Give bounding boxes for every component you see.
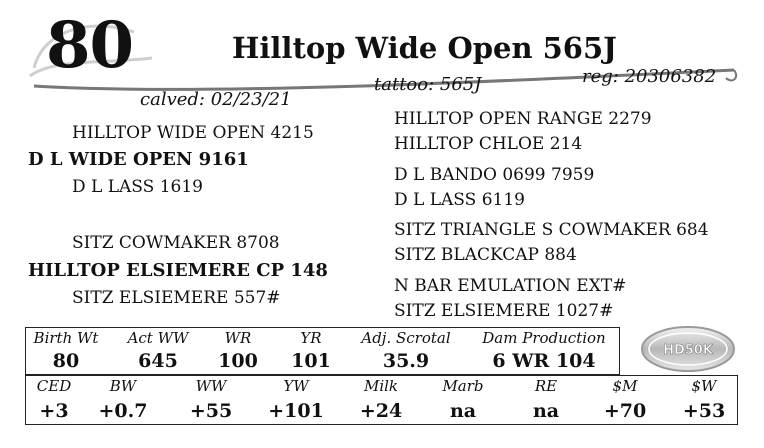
epd-value-ww: +55 xyxy=(189,400,233,422)
epd-header-dollar-w: $W xyxy=(691,377,717,395)
epd-header-yw: YW xyxy=(283,377,309,395)
pedigree-sire-dam-sire: D L BANDO 0699 7959 xyxy=(394,165,595,185)
epd-value-bw: +0.7 xyxy=(98,400,148,422)
registration-number: reg: 20306382 xyxy=(582,66,717,87)
pedigree-sire-sire-sire: HILLTOP OPEN RANGE 2279 xyxy=(394,109,652,129)
perf-header-act-ww: Act WW xyxy=(127,329,189,347)
pedigree-dam-dam-sire: N BAR EMULATION EXT# xyxy=(394,276,627,296)
tattoo: tattoo: 565J xyxy=(374,74,482,95)
perf-value-adj-scrotal: 35.9 xyxy=(382,350,430,372)
animal-name: Hilltop Wide Open 565J xyxy=(232,31,617,65)
epd-header-marb: Marb xyxy=(442,377,484,395)
hd50k-badge xyxy=(640,324,736,374)
pedigree-dam: HILLTOP ELSIEMERE CP 148 xyxy=(28,260,328,281)
epd-value-ced: +3 xyxy=(39,400,69,422)
pedigree-dam-sire-dam: SITZ BLACKCAP 884 xyxy=(394,245,577,265)
epd-header-re: RE xyxy=(534,377,558,395)
pedigree-sire: D L WIDE OPEN 9161 xyxy=(28,149,249,170)
calved-date: calved: 02/23/21 xyxy=(140,89,292,110)
epd-header-bw: BW xyxy=(109,377,137,395)
badge-label: HD50K xyxy=(663,343,713,358)
perf-value-wr: 100 xyxy=(218,350,258,372)
epd-value-dollar-m: +70 xyxy=(603,400,647,422)
epd-value-re: na xyxy=(532,400,560,422)
pedigree-dam-dam-dam: SITZ ELSIEMERE 1027# xyxy=(394,301,614,321)
perf-value-dam-production: 6 WR 104 xyxy=(492,350,596,372)
pedigree-sire-sire-dam: HILLTOP CHLOE 214 xyxy=(394,134,583,154)
perf-header-adj-scrotal: Adj. Scrotal xyxy=(361,329,451,347)
epd-header-dollar-m: $M xyxy=(612,377,638,395)
epd-value-marb: na xyxy=(449,400,477,422)
pedigree-dam-sire: SITZ COWMAKER 8708 xyxy=(72,233,280,253)
perf-header-yr: YR xyxy=(300,329,322,347)
perf-header-birth-wt: Birth Wt xyxy=(33,329,99,347)
pedigree-dam-sire-sire: SITZ TRIANGLE S COWMAKER 684 xyxy=(394,220,709,240)
pedigree-sire-sire: HILLTOP WIDE OPEN 4215 xyxy=(72,123,314,143)
pedigree-sire-dam: D L LASS 1619 xyxy=(72,177,203,197)
pedigree-sire-dam-dam: D L LASS 6119 xyxy=(394,190,525,210)
perf-value-yr: 101 xyxy=(291,350,331,372)
lot-number: 80 xyxy=(46,8,134,83)
epd-header-ced: CED xyxy=(36,377,72,395)
epd-value-yw: +101 xyxy=(268,400,324,422)
epd-header-ww: WW xyxy=(195,377,227,395)
perf-value-act-ww: 645 xyxy=(138,350,178,372)
pedigree-dam-dam: SITZ ELSIEMERE 557# xyxy=(72,288,281,308)
epd-header-milk: Milk xyxy=(363,377,399,395)
perf-header-dam-production: Dam Production xyxy=(482,329,606,347)
epd-value-dollar-w: +53 xyxy=(682,400,726,422)
epd-value-milk: +24 xyxy=(359,400,403,422)
perf-header-wr: WR xyxy=(224,329,252,347)
perf-value-birth-wt: 80 xyxy=(52,350,80,372)
